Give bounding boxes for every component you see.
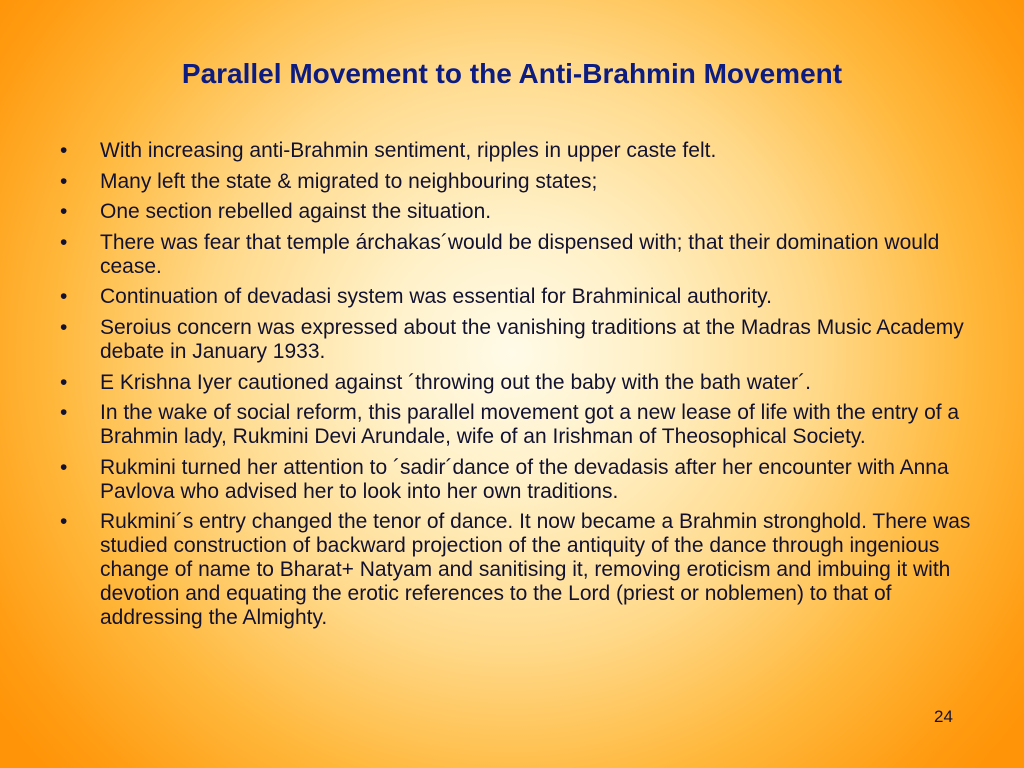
bullet-icon: • xyxy=(60,455,68,479)
bullet-text: With increasing anti-Brahmin sentiment, ripples in upper caste felt. xyxy=(100,139,717,162)
bullet-text: Rukmini´s entry changed the tenor of dance. It now became a Brahmin stronghold. There was studied construction of backward projection of the antiquity of the dance through ingenious change of name to Bharat+ Natyam and sanitising it, removing eroticism and imbuing it with devotion and equating the erotic references to the Lord (priest or noblemen) to that of addressing the Almighty. xyxy=(100,510,971,630)
bullet-item xyxy=(60,316,980,364)
bullet-item xyxy=(60,139,980,163)
bullet-text: E Krishna Iyer cautioned against ´throwing out the baby with the bath water´. xyxy=(100,370,811,394)
bullet-text: Continuation of devadasi system was essential for Brahminical authority. xyxy=(100,285,772,309)
bullet-icon: • xyxy=(60,370,68,394)
bullet-icon: • xyxy=(60,169,68,193)
bullet-text: Rukmini turned her attention to ´sadir´dance of the devadasis after her encounter with Anna Pavlova who advised her to look into her own traditions. xyxy=(100,455,949,503)
bullet-icon: • xyxy=(60,315,68,339)
bullet-text: In the wake of social reform, this parallel movement got a new lease of life with the entry of a Brahmin lady, Rukmini Devi Arundale, wife of an Irishman of Theosophical Society. xyxy=(100,401,960,449)
bullet-list xyxy=(60,139,980,637)
bullet-item xyxy=(60,401,980,449)
bullet-item xyxy=(60,200,980,224)
page-number: 24 xyxy=(934,707,953,726)
bullet-text: Seroius concern was expressed about the vanishing traditions at the Madras Music Academy debate in January 1933. xyxy=(100,315,964,363)
bullet-icon: • xyxy=(60,285,68,309)
bullet-item xyxy=(60,510,980,630)
bullet-item xyxy=(60,285,980,309)
bullet-icon: • xyxy=(60,401,68,425)
slide-title: Parallel Movement to the Anti-Brahmin Movement xyxy=(181,58,843,89)
bullet-item xyxy=(60,456,980,504)
bullet-text: One section rebelled against the situation. xyxy=(100,200,492,224)
bullet-icon: • xyxy=(60,510,68,534)
bullet-text: There was fear that temple árchakas´would be dispensed with; that their domination would cease. xyxy=(100,230,940,278)
bullet-icon: • xyxy=(60,139,68,162)
bullet-item xyxy=(60,170,980,194)
bullet-text: Many left the state & migrated to neighbouring states; xyxy=(100,169,598,193)
bullet-icon: • xyxy=(60,200,68,224)
bullet-item xyxy=(60,371,980,395)
bullet-icon: • xyxy=(60,230,68,254)
bullet-item xyxy=(60,231,980,279)
